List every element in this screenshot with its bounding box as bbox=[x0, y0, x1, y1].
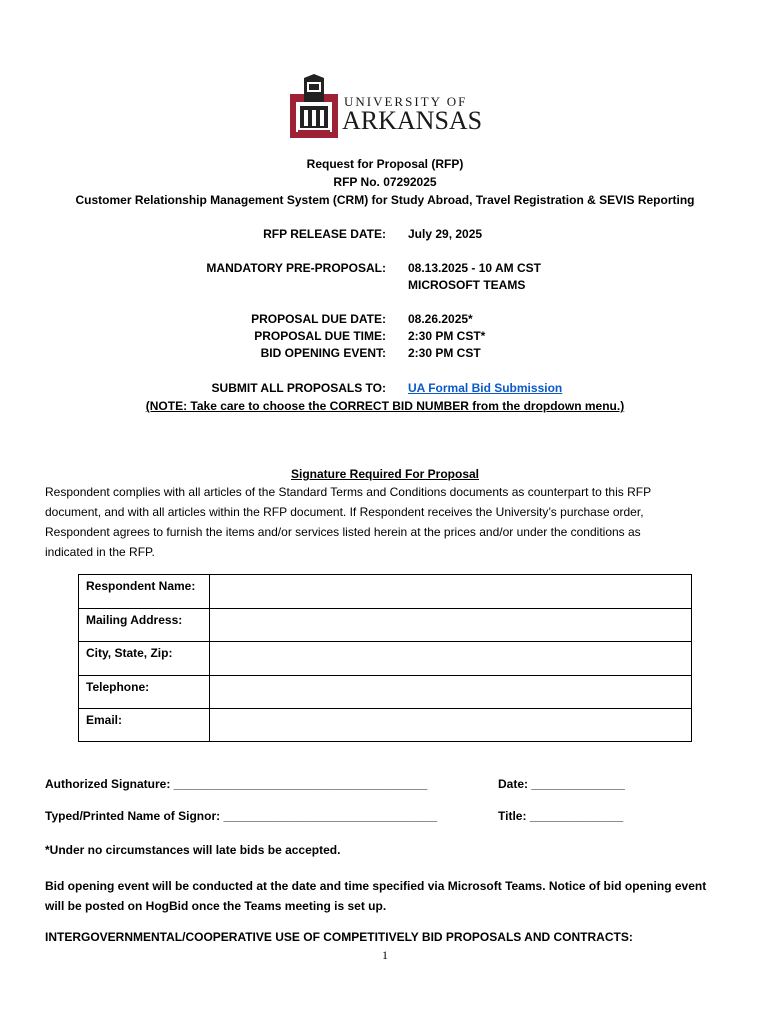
mailing-address-field[interactable] bbox=[210, 609, 692, 642]
rfp-header bbox=[0, 155, 770, 209]
respondent-name-field[interactable] bbox=[210, 575, 692, 609]
due-time-value: 2:30 PM CST* bbox=[408, 329, 486, 343]
respondent-name-label: Respondent Name: bbox=[79, 575, 210, 609]
telephone-label: Telephone: bbox=[79, 676, 210, 709]
release-date-label: RFP RELEASE DATE: bbox=[263, 227, 386, 241]
due-date-label: PROPOSAL DUE DATE: bbox=[251, 312, 386, 326]
respondent-info-table bbox=[78, 574, 692, 742]
rfp-number: RFP No. 07292025 bbox=[333, 175, 437, 189]
compliance-paragraph bbox=[45, 482, 725, 562]
university-logo bbox=[290, 74, 490, 142]
bid-opening-label: BID OPENING EVENT: bbox=[260, 346, 386, 360]
logo-line2: ARKANSAS bbox=[342, 106, 483, 135]
late-bids-note: *Under no circumstances will late bids be accepted. bbox=[45, 843, 341, 857]
bid-opening-value: 2:30 PM CST bbox=[408, 346, 481, 360]
submit-label: SUBMIT ALL PROPOSALS TO: bbox=[211, 381, 386, 395]
preproposal-venue: MICROSOFT TEAMS bbox=[408, 278, 526, 292]
bid-opening-note-line: Bid opening event will be conducted at the date and time specified via Microsoft Teams. Notice of bid opening event bbox=[45, 879, 707, 893]
compliance-line: indicated in the RFP. bbox=[45, 545, 155, 559]
table-row bbox=[79, 642, 692, 676]
preproposal-datetime: 08.13.2025 - 10 AM CST bbox=[408, 261, 541, 275]
due-date-value: 08.26.2025* bbox=[408, 312, 473, 326]
typed-name-line[interactable]: Typed/Printed Name of Signor: ________________________________ bbox=[45, 809, 438, 823]
due-time-label: PROPOSAL DUE TIME: bbox=[254, 329, 386, 343]
intergovernmental-heading: INTERGOVERNMENTAL/COOPERATIVE USE OF COMPETITIVELY BID PROPOSALS AND CONTRACTS: bbox=[45, 930, 633, 944]
bid-opening-note-line: will be posted on HogBid once the Teams meeting is set up. bbox=[45, 899, 387, 913]
authorized-signature-line[interactable]: Authorized Signature: ______________________________________ bbox=[45, 777, 428, 791]
release-date-value: July 29, 2025 bbox=[408, 227, 483, 241]
rfp-title: Request for Proposal (RFP) bbox=[306, 157, 464, 171]
signature-date-line[interactable]: Date: ______________ bbox=[498, 777, 625, 791]
signor-title-line[interactable]: Title: ______________ bbox=[498, 809, 624, 823]
table-row bbox=[79, 609, 692, 642]
table-row bbox=[79, 709, 692, 742]
table-row bbox=[79, 575, 692, 609]
submission-link[interactable]: UA Formal Bid Submission bbox=[408, 381, 563, 395]
telephone-field[interactable] bbox=[210, 676, 692, 709]
page-number: 1 bbox=[382, 948, 388, 962]
rfp-subject: Customer Relationship Management System (CRM) for Study Abroad, Travel Registration & SEVIS Reporting bbox=[75, 193, 695, 207]
table-row bbox=[79, 676, 692, 709]
compliance-line: Respondent agrees to furnish the items and/or services listed herein at the prices and/or under the conditions as bbox=[45, 525, 641, 539]
preproposal-value bbox=[408, 260, 541, 294]
city-state-zip-label: City, State, Zip: bbox=[79, 642, 210, 676]
email-label: Email: bbox=[79, 709, 210, 742]
city-state-zip-field[interactable] bbox=[210, 642, 692, 676]
compliance-line: Respondent complies with all articles of the Standard Terms and Conditions documents as counterpart to this RFP bbox=[45, 485, 652, 499]
dropdown-note: (NOTE: Take care to choose the CORRECT BID NUMBER from the dropdown menu.) bbox=[145, 399, 625, 413]
preproposal-label: MANDATORY PRE-PROPOSAL: bbox=[206, 261, 386, 275]
email-field[interactable] bbox=[210, 709, 692, 742]
compliance-line: document, and with all articles within the RFP document. If Respondent receives the University’s purchase order, bbox=[45, 505, 644, 519]
old-main-towers-icon bbox=[290, 74, 338, 138]
mailing-address-label: Mailing Address: bbox=[79, 609, 210, 642]
logo-line1: UNIVERSITY OF bbox=[344, 94, 468, 109]
signature-title: Signature Required For Proposal bbox=[290, 467, 480, 481]
bid-opening-note bbox=[45, 876, 706, 916]
